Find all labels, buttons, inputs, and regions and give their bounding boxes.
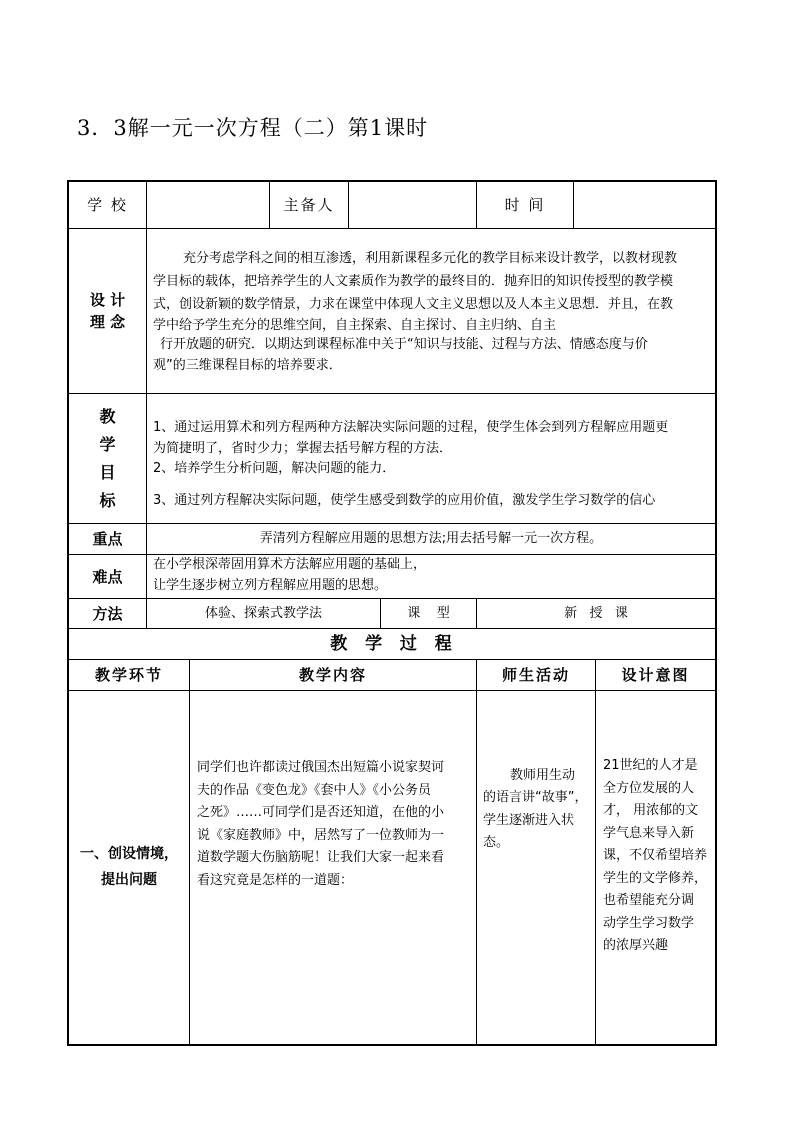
content-line: 同学们也许都读过俄国杰出短篇小说家契诃 — [197, 760, 445, 775]
concept-line: 行开放题的研究．以期达到课程标准中关于“知识与技能、过程与方法、情感态度与价 — [160, 337, 648, 352]
intent-line: 全方位发展的人 — [603, 781, 695, 796]
difficulty-line: 让学生逐步树立列方程解应用题的思想。 — [153, 578, 388, 593]
content-line: 道数学题大伤脑筋呢！让我们大家一起来看 — [197, 850, 445, 865]
goals-label-char: 目 — [99, 462, 116, 482]
concept-line: 学目标的载体，把培养学生的人文素质作为教学的最终目的．抛弃旧的知识传授型的教学模 — [153, 274, 674, 289]
row-divider — [67, 393, 717, 394]
activity-line: 教师用生动 — [510, 768, 576, 783]
column-header-activity: 师生活动 — [501, 666, 570, 684]
content-line: 夫的作品《变色龙》《套中人》《小公务员 — [197, 783, 432, 798]
stage-cell — [69, 841, 189, 891]
preparer-value — [349, 182, 476, 228]
intent-line: 也希望能充分调 — [603, 893, 695, 908]
method-value: 体验、探索式教学法 — [204, 605, 322, 621]
goals-label-char: 教 — [99, 406, 116, 426]
content-line: 看这究竟是怎样的一道题： — [197, 873, 354, 888]
goals-label — [69, 394, 146, 523]
row-divider — [67, 228, 717, 229]
key-point-text: 弄清列方程解应用题的思想方法;用去括号解一元一次方程。 — [259, 531, 603, 546]
difficulty-label: 难点 — [92, 567, 123, 586]
intent-line: 学气息来导入新 — [603, 826, 695, 841]
stage-line: 一、创设情境， — [80, 846, 178, 862]
goal-line: 为简捷明了，省时少力；掌握去括号解方程的方法． — [153, 441, 453, 456]
activity-line: 学生逐渐进入状 — [483, 813, 575, 828]
intent-line: 动学生学习数学 — [603, 916, 695, 931]
col-divider — [476, 659, 477, 1045]
process-title: 教 学 过 程 — [330, 634, 454, 654]
concept-label-line: 理 念 — [89, 313, 126, 331]
stage-line: 提出问题 — [101, 872, 157, 888]
school-label: 学 校 — [87, 196, 128, 214]
col-divider — [189, 659, 190, 1045]
row-divider — [67, 690, 717, 691]
type-value: 新 授 课 — [564, 605, 628, 621]
content-line: 说《家庭教师》中，居然写了一位教师为一 — [197, 828, 445, 843]
method-label: 方法 — [92, 604, 123, 623]
content-line: 之死》……可同学们是否还知道，在他的小 — [197, 805, 445, 820]
goal-line: 2、培养学生分析问题，解决问题的能力． — [153, 461, 396, 476]
intent-line: 才， 用浓郁的文 — [603, 803, 699, 818]
col-divider — [146, 180, 147, 629]
goals-label-char: 学 — [99, 434, 116, 454]
col-divider — [595, 659, 596, 1045]
concept-line: 式，创设新颖的数学情景，力求在课堂中体现人文主义思想以及人本主义思想．并且，在教 — [153, 297, 674, 312]
goal-line: 1、通过运用算术和列方程两种方法解决实际问题的过程，使学生体会到列方程解应用题更 — [153, 420, 669, 435]
column-header-intent: 设计意图 — [621, 666, 690, 684]
preparer-label: 主备人 — [283, 196, 335, 214]
intent-line: 课，不仅希望培养 — [603, 848, 708, 863]
column-header-stage: 教学环节 — [94, 666, 163, 684]
column-header-content: 教学内容 — [298, 666, 367, 684]
table-border-bottom — [67, 1044, 717, 1046]
school-value — [147, 182, 269, 228]
table-border-right — [715, 180, 717, 1046]
page-title: 3．3解一元一次方程（二）第1课时 — [77, 116, 429, 140]
difficulty-line: 在小学根深蒂固用算术方法解应用题的基础上， — [153, 557, 427, 572]
time-label: 时 间 — [504, 196, 546, 214]
intent-line: 的浓厚兴趣 — [603, 938, 669, 953]
activity-line: 态。 — [483, 835, 510, 850]
concept-label-line: 设 计 — [89, 291, 126, 309]
goal-line: 3、通过列方程解决实际问题，使学生感受到数学的应用价值，激发学生学习数学的信心 — [153, 493, 656, 508]
key-point-label: 重点 — [92, 530, 123, 548]
concept-line: 观”的三维课程目标的培养要求． — [153, 358, 342, 373]
intent-line: 学生的文学修养， — [603, 871, 708, 886]
time-value — [574, 182, 715, 228]
concept-label — [69, 229, 146, 393]
goals-label-char: 标 — [99, 490, 116, 510]
intent-line: 21世纪的人才是 — [603, 758, 698, 773]
type-label: 课 型 — [407, 605, 450, 621]
concept-line: 学中给予学生充分的思维空间，自主探索、自主探讨、自主归纳、自主 — [153, 318, 557, 333]
concept-line: 充分考虑学科之间的相互渗透，利用新课程多元化的教学目标来设计教学，以教材现教 — [183, 251, 678, 266]
activity-line: 的语言讲“故事”， — [483, 790, 588, 805]
